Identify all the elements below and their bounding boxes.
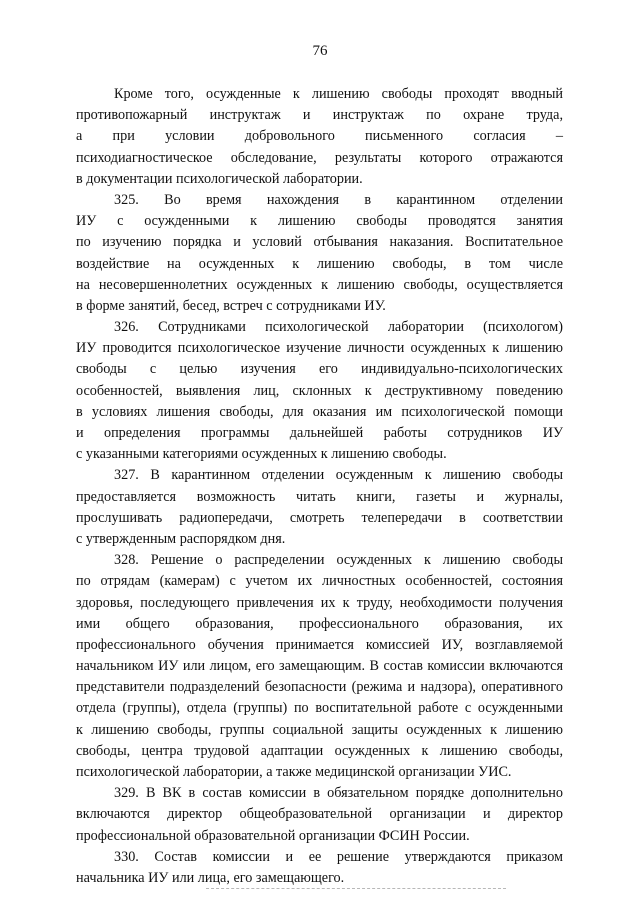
paragraph-line: а при условии добровольного письменного согласия – (76, 128, 563, 145)
page-number: 76 (312, 43, 328, 59)
paragraph-line: 328. Решение о распределении осужденных к лишению свободы (114, 552, 563, 569)
paragraph-line: по изучению порядка и условий отбывания наказания. Воспитательное (76, 234, 563, 251)
paragraph (76, 465, 563, 550)
paragraph-line: с утвержденным распорядком дня. (76, 530, 286, 547)
paragraph-line: начальником ИУ или лицом, его замещающим. В состав комиссии включаются (76, 658, 563, 675)
paragraph-line: психодиагностическое обследование, результаты которого отражаются (76, 149, 563, 166)
paragraph-line: по отрядам (камерам) с учетом их личностных особенностей, состояния (76, 573, 563, 590)
paragraph-line: 327. В карантинном отделении осужденным к лишению свободы (114, 467, 563, 484)
paragraph-line: профессиональной образовательной организации ФСИН России. (76, 827, 470, 844)
page-bottom-rule (206, 888, 506, 889)
paragraph-line: психологической лаборатории, а также медицинской организации УИС. (76, 764, 512, 780)
paragraph (76, 550, 563, 783)
paragraph-line: включаются директор общеобразовательной организации и директор (76, 806, 563, 823)
paragraph-line: в документации психологической лаборатории. (76, 170, 363, 187)
paragraph-line: предоставляется возможность читать книги, газеты и журналы, (76, 488, 563, 505)
paragraph (76, 847, 563, 889)
paragraph-line: к лишению свободы, группы социальной защиты осужденных к лишению (76, 721, 563, 738)
paragraph (76, 783, 563, 847)
paragraph-line: начальника ИУ или лица, его замещающего. (76, 869, 345, 886)
paragraph-line: ИУ с осужденными к лишению свободы проводятся занятия (76, 213, 563, 230)
paragraph-line: с указанными категориями осужденных к лишению свободы. (76, 446, 447, 463)
paragraph-line: отдела (группы), отдела (группы) по воспитательной работе с осужденными (76, 700, 563, 717)
paragraph (76, 317, 563, 465)
paragraph-line: на несовершеннолетних осужденных к лишению свободы, осуществляется (76, 276, 563, 293)
paragraph (76, 84, 563, 190)
paragraph-line: 329. В ВК в состав комиссии в обязательном порядке дополнительно (114, 785, 563, 802)
paragraph-line: свободы с целью изучения его индивидуально-психологических (76, 361, 563, 378)
paragraph-line: профессионального обучения принимается комиссией ИУ, возглавляемой (76, 636, 563, 653)
paragraph-line: воздействие на осужденных к лишению свободы, в том числе (76, 255, 563, 272)
paragraph-line: и определения программы дальнейшей работы сотрудников ИУ (76, 425, 563, 441)
paragraph-line: ИУ проводится психологическое изучение личности осужденных к лишению (76, 340, 563, 357)
paragraph-line: в форме занятий, бесед, встреч с сотрудниками ИУ. (76, 297, 386, 314)
paragraph-line: в условиях лишения свободы, для оказания им психологической помощи (76, 403, 563, 420)
paragraph (76, 190, 563, 317)
document-body (76, 84, 563, 889)
paragraph-line: 326. Сотрудниками психологической лаборатории (психологом) (114, 319, 563, 336)
paragraph-line: Кроме того, осужденные к лишению свободы проходят вводный (114, 86, 563, 102)
paragraph-line: свободы, центра трудовой адаптации осужденных к лишению свободы, (76, 742, 563, 759)
paragraph-line: 330. Состав комиссии и ее решение утверждаются приказом (114, 848, 563, 865)
paragraph-line: 325. Во время нахождения в карантинном отделении (114, 191, 563, 208)
paragraph-line: здоровья, последующего привлечения их к труду, необходимости получения (76, 594, 563, 611)
paragraph-line: представители подразделений безопасности (режима и надзора), оперативного (76, 679, 563, 696)
paragraph-line: прослушивать радиопередачи, смотреть телепередачи в соответствии (76, 509, 563, 526)
paragraph-line: противопожарный инструктаж и инструктаж по охране труда, (76, 107, 563, 124)
paragraph-line: ими общего образования, профессионального образования, их (76, 615, 563, 632)
paragraph-line: особенностей, выявления лиц, склонных к деструктивному поведению (76, 382, 563, 399)
